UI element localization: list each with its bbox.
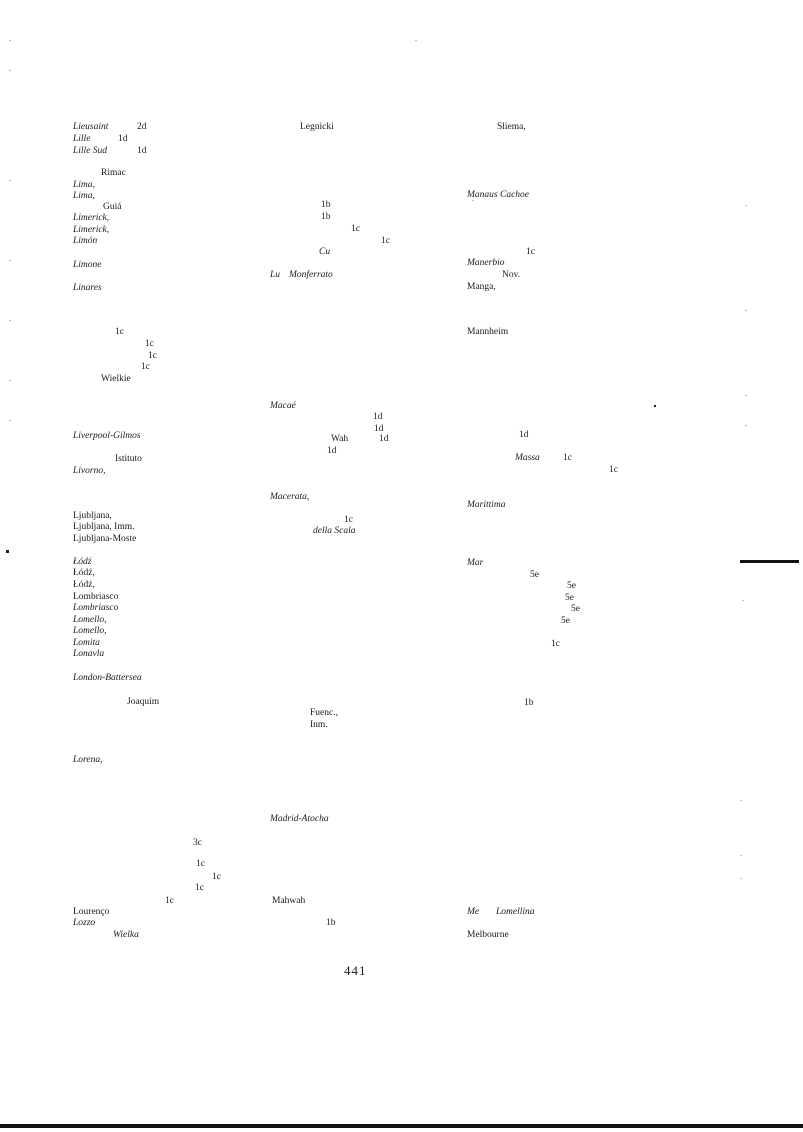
paper-speck xyxy=(472,200,474,201)
index-entry: Lille Sud xyxy=(73,146,108,156)
index-entry: Cu xyxy=(319,247,331,257)
index-entry: 1c xyxy=(526,247,535,257)
index-entry: 1c xyxy=(145,339,154,349)
index-entry: Mahwah xyxy=(272,896,306,906)
index-entry: Limone xyxy=(73,260,102,270)
paper-speck xyxy=(9,260,11,261)
index-entry: 1d xyxy=(379,434,389,444)
index-entry: Macaé xyxy=(270,401,296,411)
index-entry: Marittima xyxy=(467,500,506,510)
index-entry: Monferrato xyxy=(289,270,333,280)
index-entry: 1c xyxy=(141,362,150,372)
index-entry: Inm. xyxy=(310,720,328,730)
index-entry: 1b xyxy=(321,212,331,222)
index-entry: 1c xyxy=(609,465,618,475)
paper-speck xyxy=(745,205,747,206)
index-entry: 5e xyxy=(567,581,576,591)
index-entry: Łódź, xyxy=(73,580,95,590)
index-entry: Melbourne xyxy=(467,930,509,940)
index-entry: 1c xyxy=(351,224,360,234)
index-entry: Lieusaint xyxy=(73,122,109,132)
index-entry: 5e xyxy=(571,604,580,614)
index-entry: 1c xyxy=(381,236,390,246)
ink-dot xyxy=(654,405,656,407)
index-entry: 1c xyxy=(196,859,205,869)
paper-speck xyxy=(9,420,11,421)
paper-speck xyxy=(9,380,11,381)
index-entry: Madrid-Atocha xyxy=(270,814,329,824)
paper-speck xyxy=(9,320,11,321)
index-entry: Fuenc., xyxy=(310,708,338,718)
margin-rule xyxy=(740,560,799,563)
index-entry: Lomita xyxy=(73,638,100,648)
index-entry: Lomello, xyxy=(73,615,107,625)
index-entry: Lille xyxy=(73,134,91,144)
index-entry: Sliema, xyxy=(497,122,526,132)
index-entry: 1d xyxy=(118,134,128,144)
index-entry: Lomellina xyxy=(496,907,535,917)
index-entry: 1c xyxy=(165,896,174,906)
index-entry: Lu xyxy=(270,270,281,280)
index-entry: Mar xyxy=(467,558,484,568)
index-entry: Joaquim xyxy=(127,697,160,707)
index-entry: 3c xyxy=(193,838,202,848)
index-entry: Liverpool-Gilmos xyxy=(73,431,141,441)
index-entry: Lozzo xyxy=(73,918,96,928)
index-entry: Limerick, xyxy=(73,213,110,223)
index-entry: Manga, xyxy=(467,282,496,292)
index-entry: 1b xyxy=(524,698,534,708)
index-entry: Me xyxy=(467,907,480,917)
paper-speck xyxy=(9,70,11,71)
index-entry: Rimac xyxy=(101,168,126,178)
index-entry: 1c xyxy=(563,453,572,463)
index-entry: Ljubljana-Moste xyxy=(73,534,137,544)
index-entry: Istituto xyxy=(115,454,142,464)
paper-speck xyxy=(415,40,417,41)
index-entry: 1c xyxy=(344,515,353,525)
index-entry: Wielka xyxy=(113,930,139,940)
index-entry: 1c xyxy=(115,327,124,337)
index-entry: Łódź xyxy=(73,557,92,567)
index-entry: 1b xyxy=(321,200,331,210)
index-entry: Limón xyxy=(73,236,98,246)
index-entry: della Scala xyxy=(313,526,356,536)
index-entry: Lonavla xyxy=(73,649,105,659)
paper-speck xyxy=(742,600,744,601)
index-entry: Lourenço xyxy=(73,907,110,917)
index-entry: Lorena, xyxy=(73,755,103,765)
index-entry: 1c xyxy=(195,883,204,893)
index-entry: Linares xyxy=(73,283,102,293)
index-entry: 5e xyxy=(561,616,570,626)
index-entry: Manerbio xyxy=(467,258,505,268)
index-entry: 5e xyxy=(530,570,539,580)
index-entry: London-Battersea xyxy=(73,673,142,683)
index-entry: Mannheim xyxy=(467,327,509,337)
index-entry: Massa xyxy=(515,453,540,463)
index-entry: Legnicki xyxy=(300,122,334,132)
bottom-rule xyxy=(0,1124,803,1128)
index-entry: Lima, xyxy=(73,191,95,201)
index-entry: 1c xyxy=(148,351,157,361)
index-entry: Nov. xyxy=(502,270,521,280)
index-entry: Lombriasco xyxy=(73,603,119,613)
paper-speck xyxy=(9,180,11,181)
index-entry: 5e xyxy=(565,593,574,603)
index-entry: Ljubljana, xyxy=(73,511,112,521)
index-entry: 1c xyxy=(212,872,221,882)
ink-dot xyxy=(6,550,9,553)
paper-speck xyxy=(9,40,11,41)
paper-speck xyxy=(745,395,747,396)
index-entry: Manaus Cachoe xyxy=(467,190,530,200)
index-entry: Ljubljana, Imm. xyxy=(73,522,135,532)
index-entry: Wah xyxy=(331,434,349,444)
paper-speck xyxy=(740,800,742,801)
paper-speck xyxy=(745,425,747,426)
index-entry: 1d xyxy=(327,446,337,456)
index-entry: 1d xyxy=(374,424,384,434)
index-entry: Lima, xyxy=(73,180,95,190)
index-entry: Livorno, xyxy=(73,466,106,476)
index-entry: 1c xyxy=(551,639,560,649)
index-entry: 1d xyxy=(373,412,383,422)
index-entry: Lombriasco xyxy=(73,592,119,602)
index-entry: Lomello, xyxy=(73,626,107,636)
paper-speck xyxy=(740,878,742,879)
index-entry: Limerick, xyxy=(73,225,110,235)
index-entry: 1b xyxy=(326,918,336,928)
index-entry: 1d xyxy=(137,146,147,156)
paper-speck xyxy=(740,855,742,856)
index-entry: Łódź, xyxy=(73,568,95,578)
index-entry: 1d xyxy=(519,430,529,440)
paper-speck xyxy=(745,310,747,311)
index-entry: Macerata, xyxy=(270,492,310,502)
index-entry: 2d xyxy=(137,122,147,132)
page-number: 441 xyxy=(344,963,367,978)
index-entry: Guiá xyxy=(103,202,122,212)
index-entry: Wielkie xyxy=(101,374,131,384)
